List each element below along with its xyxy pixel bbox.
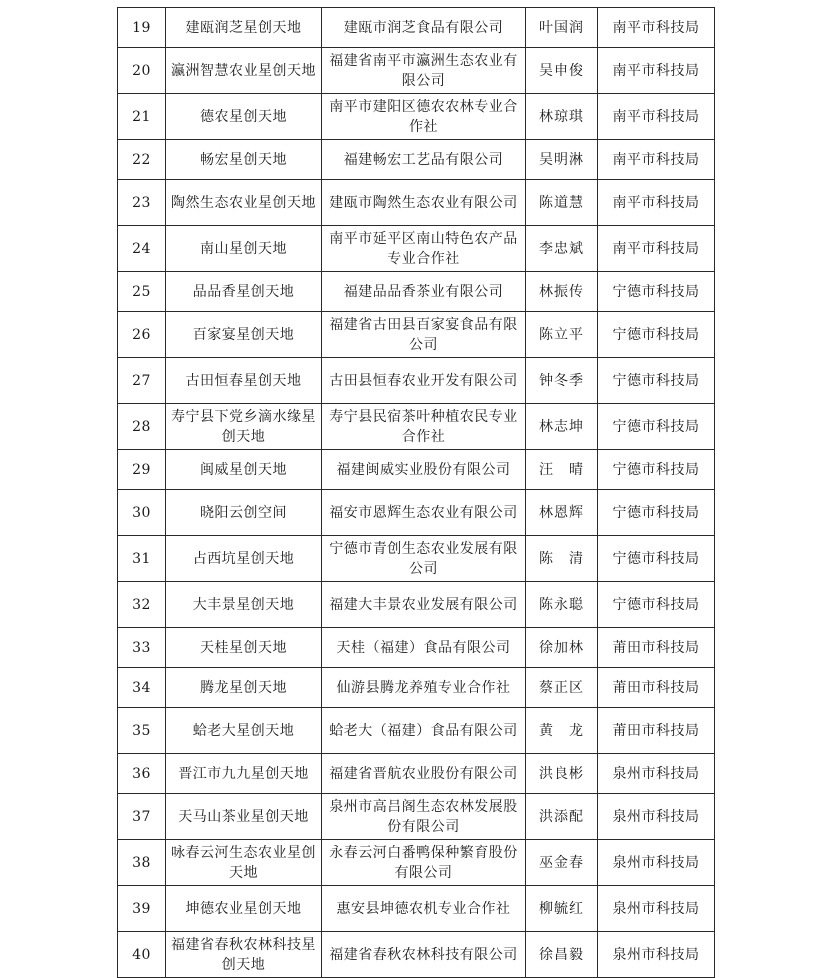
table-row <box>118 450 715 490</box>
operating-organization-cell: 永春云河白番鸭保种繁育股份有限公司 <box>322 840 526 886</box>
center-name-cell: 坤德农业星创天地 <box>166 886 322 932</box>
contact-person-cell: 洪添配 <box>526 794 598 840</box>
contact-person-cell: 黄 龙 <box>526 708 598 754</box>
operating-organization-cell: 福建省古田县百家宴食品有限公司 <box>322 312 526 358</box>
center-name-cell: 腾龙星创天地 <box>166 668 322 708</box>
row-number-cell: 29 <box>118 450 166 490</box>
row-number-cell: 40 <box>118 932 166 978</box>
recommending-agency-cell: 泉州市科技局 <box>598 932 715 978</box>
recommending-agency-cell: 宁德市科技局 <box>598 450 715 490</box>
recommending-agency-cell: 泉州市科技局 <box>598 754 715 794</box>
row-number-cell: 33 <box>118 628 166 668</box>
center-name-cell: 百家宴星创天地 <box>166 312 322 358</box>
row-number-cell: 38 <box>118 840 166 886</box>
table-row <box>118 840 715 886</box>
center-name-cell: 蛤老大星创天地 <box>166 708 322 754</box>
table-row <box>118 358 715 404</box>
table-row <box>118 582 715 628</box>
table-row <box>118 754 715 794</box>
operating-organization-cell: 寿宁县民宿茶叶种植农民专业合作社 <box>322 404 526 450</box>
row-number-cell: 39 <box>118 886 166 932</box>
recommending-agency-cell: 南平市科技局 <box>598 180 715 226</box>
table-row <box>118 708 715 754</box>
contact-person-cell: 陈 清 <box>526 536 598 582</box>
table-row <box>118 94 715 140</box>
contact-person-cell: 巫金春 <box>526 840 598 886</box>
contact-person-cell: 林琼琪 <box>526 94 598 140</box>
center-name-cell: 畅宏星创天地 <box>166 140 322 180</box>
recommending-agency-cell: 泉州市科技局 <box>598 794 715 840</box>
row-number-cell: 23 <box>118 180 166 226</box>
contact-person-cell: 陈永聪 <box>526 582 598 628</box>
center-name-cell: 晋江市九九星创天地 <box>166 754 322 794</box>
recommending-agency-cell: 莆田市科技局 <box>598 628 715 668</box>
center-name-cell: 天桂星创天地 <box>166 628 322 668</box>
table-row <box>118 48 715 94</box>
center-name-cell: 瀛洲智慧农业星创天地 <box>166 48 322 94</box>
recommending-agency-cell: 宁德市科技局 <box>598 272 715 312</box>
contact-person-cell: 徐加林 <box>526 628 598 668</box>
operating-organization-cell: 仙游县腾龙养殖专业合作社 <box>322 668 526 708</box>
operating-organization-cell: 蛤老大（福建）食品有限公司 <box>322 708 526 754</box>
center-name-cell: 南山星创天地 <box>166 226 322 272</box>
row-number-cell: 27 <box>118 358 166 404</box>
table-row <box>118 794 715 840</box>
table-row <box>118 8 715 48</box>
row-number-cell: 21 <box>118 94 166 140</box>
contact-person-cell: 吴申俊 <box>526 48 598 94</box>
table-row <box>118 932 715 978</box>
recommending-agency-cell: 泉州市科技局 <box>598 886 715 932</box>
table-row <box>118 628 715 668</box>
registry-table-body <box>118 8 715 978</box>
operating-organization-cell: 古田县恒春农业开发有限公司 <box>322 358 526 404</box>
table-row <box>118 668 715 708</box>
operating-organization-cell: 宁德市青创生态农业发展有限公司 <box>322 536 526 582</box>
recommending-agency-cell: 宁德市科技局 <box>598 404 715 450</box>
recommending-agency-cell: 南平市科技局 <box>598 8 715 48</box>
recommending-agency-cell: 宁德市科技局 <box>598 536 715 582</box>
operating-organization-cell: 天桂（福建）食品有限公司 <box>322 628 526 668</box>
row-number-cell: 25 <box>118 272 166 312</box>
center-name-cell: 大丰景星创天地 <box>166 582 322 628</box>
recommending-agency-cell: 宁德市科技局 <box>598 490 715 536</box>
table-row <box>118 886 715 932</box>
row-number-cell: 22 <box>118 140 166 180</box>
contact-person-cell: 李忠斌 <box>526 226 598 272</box>
center-name-cell: 闽威星创天地 <box>166 450 322 490</box>
center-name-cell: 古田恒春星创天地 <box>166 358 322 404</box>
recommending-agency-cell: 泉州市科技局 <box>598 840 715 886</box>
contact-person-cell: 陈道慧 <box>526 180 598 226</box>
operating-organization-cell: 福建省南平市瀛洲生态农业有限公司 <box>322 48 526 94</box>
contact-person-cell: 陈立平 <box>526 312 598 358</box>
operating-organization-cell: 建瓯市陶然生态农业有限公司 <box>322 180 526 226</box>
row-number-cell: 24 <box>118 226 166 272</box>
table-row <box>118 140 715 180</box>
recommending-agency-cell: 南平市科技局 <box>598 226 715 272</box>
row-number-cell: 28 <box>118 404 166 450</box>
row-number-cell: 19 <box>118 8 166 48</box>
center-name-cell: 寿宁县下党乡滴水缘星创天地 <box>166 404 322 450</box>
center-name-cell: 德农星创天地 <box>166 94 322 140</box>
contact-person-cell: 柳毓红 <box>526 886 598 932</box>
operating-organization-cell: 福建闽威实业股份有限公司 <box>322 450 526 490</box>
center-name-cell: 晓阳云创空间 <box>166 490 322 536</box>
center-name-cell: 品品香星创天地 <box>166 272 322 312</box>
table-row <box>118 490 715 536</box>
table-row <box>118 404 715 450</box>
row-number-cell: 32 <box>118 582 166 628</box>
recommending-agency-cell: 南平市科技局 <box>598 94 715 140</box>
row-number-cell: 31 <box>118 536 166 582</box>
table-row <box>118 180 715 226</box>
center-name-cell: 福建省春秋农林科技星创天地 <box>166 932 322 978</box>
contact-person-cell: 林志坤 <box>526 404 598 450</box>
contact-person-cell: 林恩辉 <box>526 490 598 536</box>
row-number-cell: 20 <box>118 48 166 94</box>
center-name-cell: 咏春云河生态农业星创天地 <box>166 840 322 886</box>
registry-table <box>117 7 715 978</box>
operating-organization-cell: 南平市建阳区德农农林专业合作社 <box>322 94 526 140</box>
row-number-cell: 30 <box>118 490 166 536</box>
row-number-cell: 35 <box>118 708 166 754</box>
operating-organization-cell: 福建省晋航农业股份有限公司 <box>322 754 526 794</box>
recommending-agency-cell: 莆田市科技局 <box>598 668 715 708</box>
table-row <box>118 226 715 272</box>
row-number-cell: 36 <box>118 754 166 794</box>
contact-person-cell: 林振传 <box>526 272 598 312</box>
recommending-agency-cell: 南平市科技局 <box>598 140 715 180</box>
center-name-cell: 建瓯润芝星创天地 <box>166 8 322 48</box>
operating-organization-cell: 福建大丰景农业发展有限公司 <box>322 582 526 628</box>
recommending-agency-cell: 南平市科技局 <box>598 48 715 94</box>
operating-organization-cell: 福建省春秋农林科技有限公司 <box>322 932 526 978</box>
contact-person-cell: 徐昌毅 <box>526 932 598 978</box>
contact-person-cell: 汪 晴 <box>526 450 598 490</box>
center-name-cell: 陶然生态农业星创天地 <box>166 180 322 226</box>
operating-organization-cell: 福建畅宏工艺品有限公司 <box>322 140 526 180</box>
operating-organization-cell: 建瓯市润芝食品有限公司 <box>322 8 526 48</box>
contact-person-cell: 洪良彬 <box>526 754 598 794</box>
contact-person-cell: 蔡正区 <box>526 668 598 708</box>
operating-organization-cell: 泉州市高吕阁生态农林发展股份有限公司 <box>322 794 526 840</box>
recommending-agency-cell: 宁德市科技局 <box>598 582 715 628</box>
center-name-cell: 天马山茶业星创天地 <box>166 794 322 840</box>
operating-organization-cell: 福建品品香茶业有限公司 <box>322 272 526 312</box>
row-number-cell: 37 <box>118 794 166 840</box>
row-number-cell: 26 <box>118 312 166 358</box>
contact-person-cell: 吴明淋 <box>526 140 598 180</box>
contact-person-cell: 钟冬季 <box>526 358 598 404</box>
table-row <box>118 312 715 358</box>
contact-person-cell: 叶国润 <box>526 8 598 48</box>
recommending-agency-cell: 宁德市科技局 <box>598 358 715 404</box>
operating-organization-cell: 南平市延平区南山特色农产品专业合作社 <box>322 226 526 272</box>
table-row <box>118 536 715 582</box>
center-name-cell: 占西坑星创天地 <box>166 536 322 582</box>
recommending-agency-cell: 莆田市科技局 <box>598 708 715 754</box>
operating-organization-cell: 福安市恩辉生态农业有限公司 <box>322 490 526 536</box>
table-row <box>118 272 715 312</box>
row-number-cell: 34 <box>118 668 166 708</box>
recommending-agency-cell: 宁德市科技局 <box>598 312 715 358</box>
operating-organization-cell: 惠安县坤德农机专业合作社 <box>322 886 526 932</box>
